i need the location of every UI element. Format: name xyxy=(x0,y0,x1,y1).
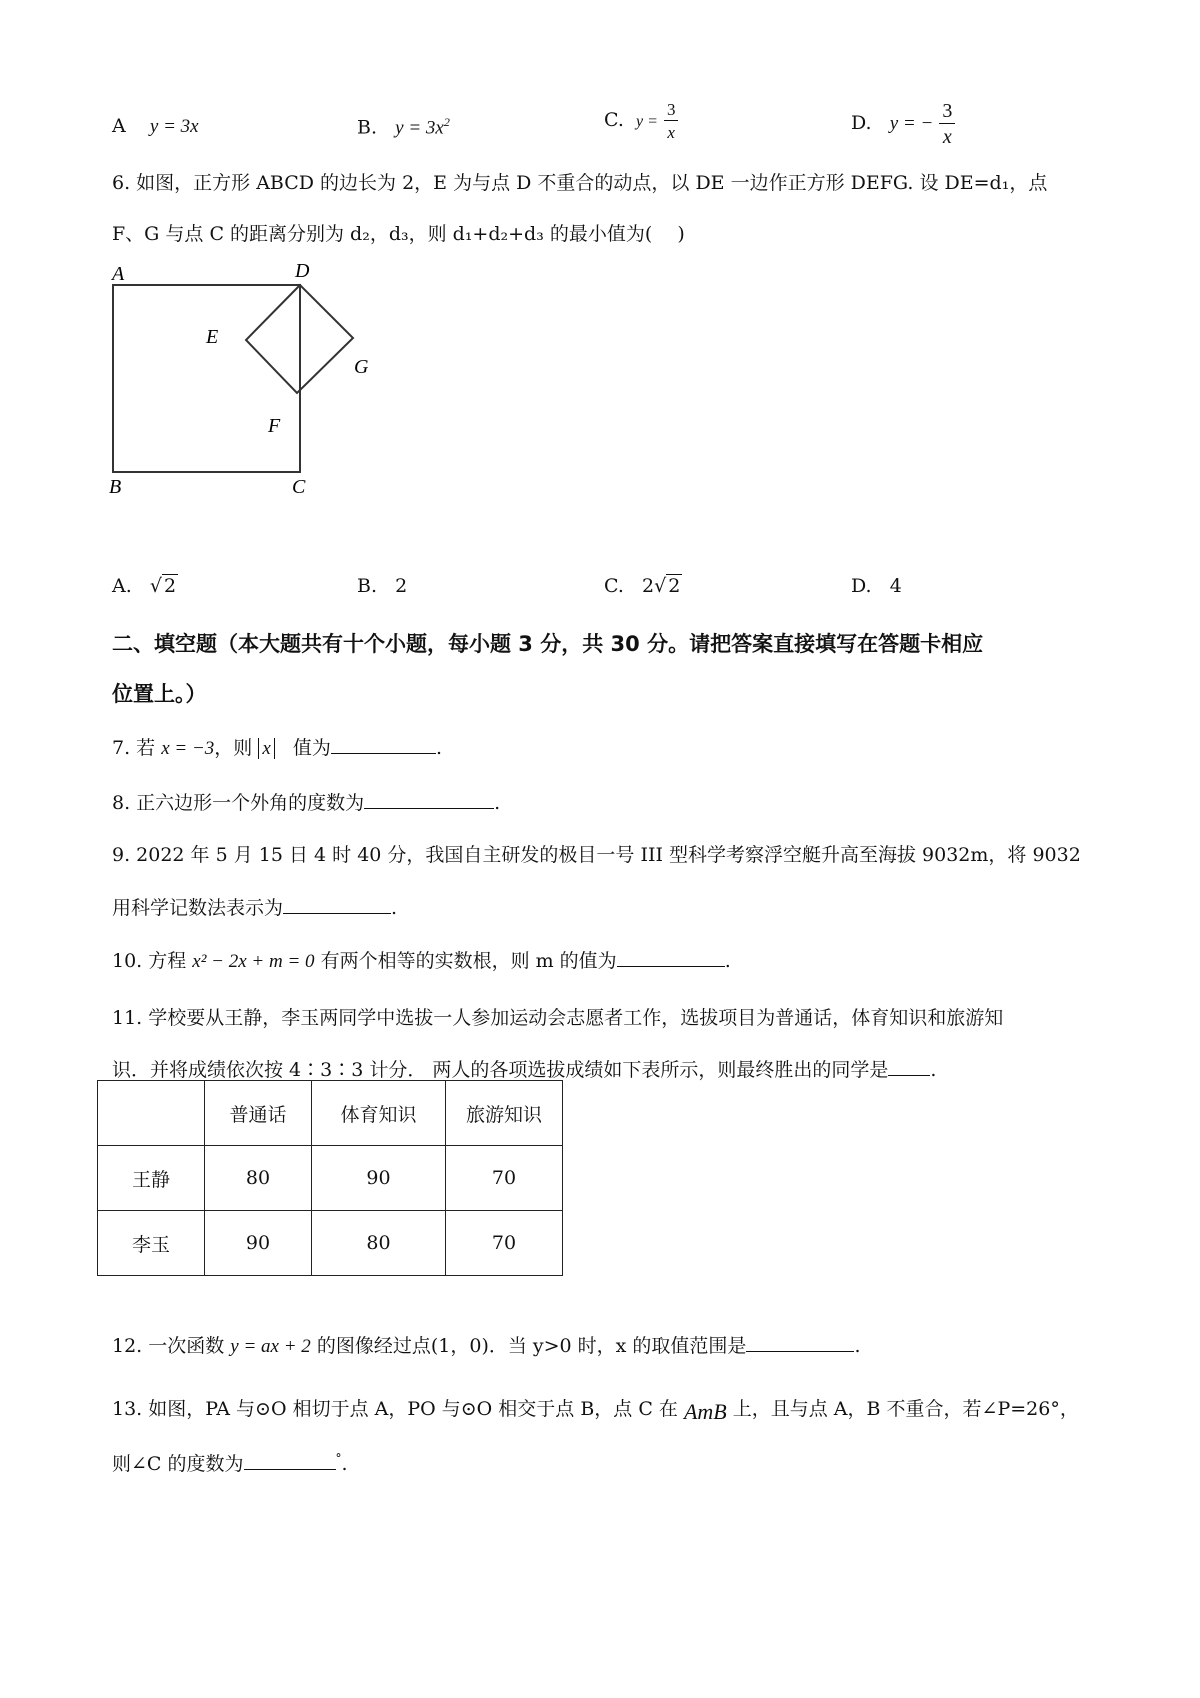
q6-option-d: D. 4 xyxy=(851,575,902,597)
table-header-cell: 旅游知识 xyxy=(446,1081,563,1146)
table-header-cell: 体育知识 xyxy=(312,1081,446,1146)
q5-option-c: C. y = $\frac{3}{x}$ xyxy=(604,101,678,141)
q9-line-2: 用科学记数法表示为 . xyxy=(112,897,398,919)
label-g: G xyxy=(354,356,369,378)
sqrt-symbol: √ 2 xyxy=(149,575,177,597)
q7: 7. 若 x = −3，则 x 值为 . xyxy=(112,737,442,759)
table-cell: 80 xyxy=(312,1211,446,1276)
q13-line-1: 13. 如图，PA 与⊙O 相切于点 A，PO 与⊙O 相交于点 B，点 C 在 AmB 上，且与点 A，B 不重合，若∠P=26°， xyxy=(112,1398,1079,1424)
q5-option-b: B. $y = 3x^2$ xyxy=(357,115,450,139)
q6-option-b: B. 2 xyxy=(357,575,408,597)
table-cell: 90 xyxy=(312,1146,446,1211)
section-heading-line-2: 位置上。） xyxy=(112,682,207,706)
table-cell: 李玉 xyxy=(98,1211,205,1276)
answer-blank[interactable] xyxy=(331,737,436,754)
q5-option-a: A y = 3x xyxy=(112,115,199,137)
table-row xyxy=(98,1211,563,1276)
score-table xyxy=(97,1080,563,1276)
table-cell: 80 xyxy=(205,1146,312,1211)
table-row xyxy=(98,1146,563,1211)
table-header-row xyxy=(98,1081,563,1146)
q6-option-a: A. √ 2 xyxy=(112,575,177,597)
answer-blank[interactable] xyxy=(888,1059,930,1076)
label-a: A xyxy=(112,263,125,285)
q12: 12. 一次函数 y = ax + 2 的图像经过点(1，0)．当 y>0 时，x 的取值范围是 . xyxy=(112,1335,861,1357)
q11-line-1: 11. 学校要从王静，李玉两同学中选拔一人参加运动会志愿者工作，选拔项目为普通话，体育知识和旅游知 xyxy=(112,1007,1004,1029)
table-cell: 王静 xyxy=(98,1146,205,1211)
answer-blank[interactable] xyxy=(283,897,391,914)
answer-blank[interactable] xyxy=(746,1335,854,1352)
q8: 8. 正六边形一个外角的度数为 . xyxy=(112,792,501,814)
answer-blank[interactable] xyxy=(364,792,494,809)
q10: 10. 方程 x² − 2x + m = 0 有两个相等的实数根，则 m 的值为 . xyxy=(112,950,731,972)
q5-option-d: D. y = − $\frac{3}{x}$ xyxy=(851,101,955,147)
table-cell: 70 xyxy=(446,1211,563,1276)
section-heading-line-1: 二、填空题（本大题共有十个小题，每小题 3 分，共 30 分。请把答案直接填写在答题卡相应 xyxy=(112,632,984,656)
q6-line-1: 6. 如图，正方形 ABCD 的边长为 2，E 为与点 D 不重合的动点，以 DE 一边作正方形 DEFG. 设 DE=d₁，点 xyxy=(112,172,1048,194)
q11-line-2: 识．并将成绩依次按 4∶3∶3 计分． 两人的各项选拔成绩如下表所示，则最终胜出的同学是 . xyxy=(112,1059,937,1081)
label-e: E xyxy=(206,326,219,348)
label-d: D xyxy=(295,260,310,282)
square-figure xyxy=(100,255,390,495)
q9-line-1: 9. 2022 年 5 月 15 日 4 时 40 分，我国自主研发的极目一号 III 型科学考察浮空艇升高至海拔 9032m，将 9032 xyxy=(112,844,1081,866)
table-header-cell: 普通话 xyxy=(205,1081,312,1146)
q6-line-2: F、G 与点 C 的距离分别为 d₂，d₃，则 d₁+d₂+d₃ 的最小值为( ) xyxy=(112,223,685,245)
table-cell: 70 xyxy=(446,1146,563,1211)
label-c: C xyxy=(292,476,306,495)
answer-blank[interactable] xyxy=(617,950,725,967)
q6-option-c: C. 2√ 2 xyxy=(604,575,681,597)
label-f: F xyxy=(268,415,281,437)
table-cell: 90 xyxy=(205,1211,312,1276)
label-b: B xyxy=(109,476,122,495)
answer-blank[interactable] xyxy=(244,1453,336,1470)
q13-line-2: 则∠C 的度数为 °. xyxy=(112,1451,348,1475)
table-header-cell xyxy=(98,1081,205,1146)
sqrt-symbol: √ 2 xyxy=(654,575,681,597)
